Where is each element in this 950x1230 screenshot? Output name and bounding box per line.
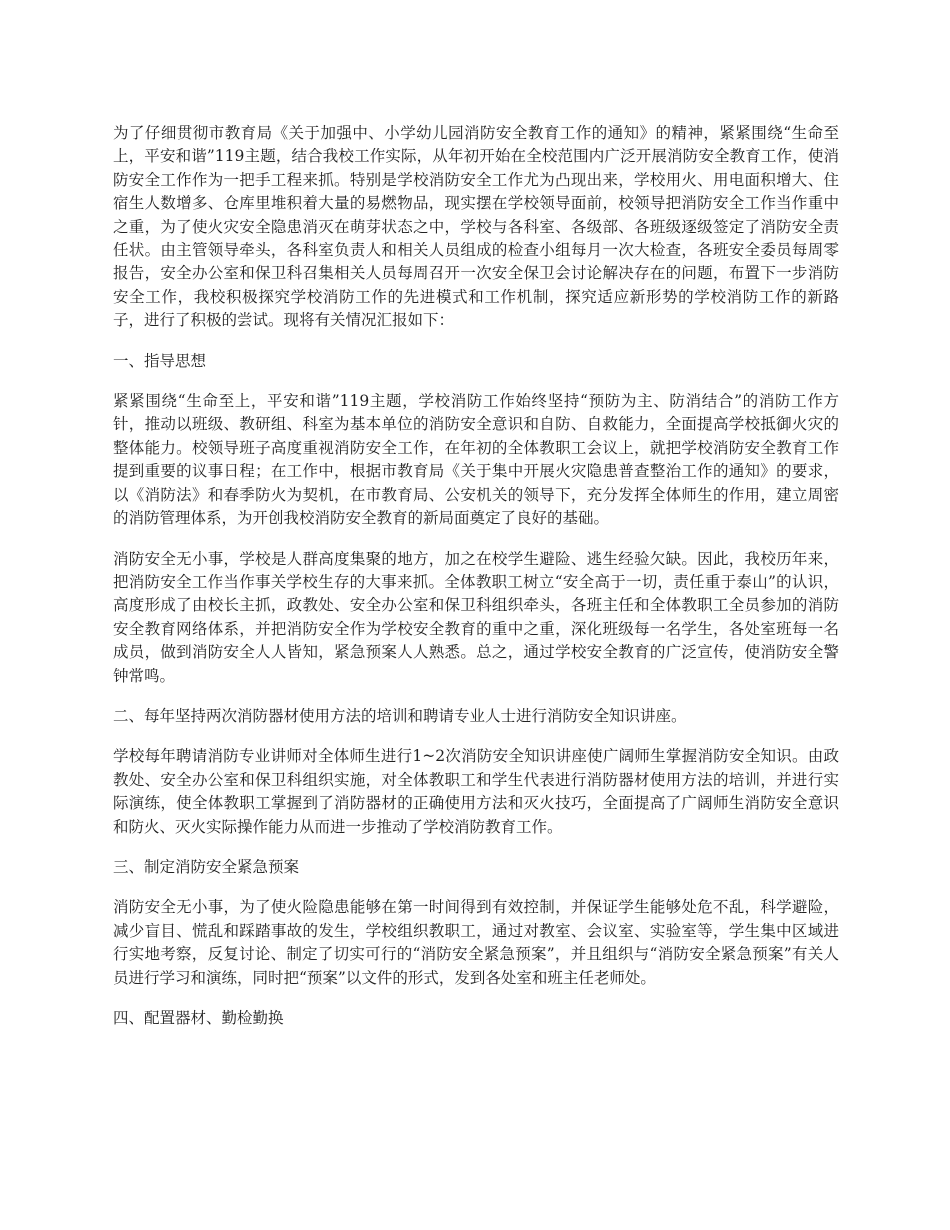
intro-paragraph: 为了仔细贯彻市教育局《关于加强中、小学幼儿园消防安全教育工作的通知》的精神，紧紧围绕“生命至上，平安和谐”119主题，结合我校工作实际，从年初开始在全校范围内广泛开展消防安全教育工作，使消防安全工作作为一把手工程来抓。特别是学校消防安全工作尤为凸现出来，学校用火、用电面积增大、住宿生人数增多、仓库里堆积着大量的易燃物品，现实摆在学校领导面前，校领导把消防安全工作当作重中之重，为了使火灾安全隐患消灭在萌芽状态之中，学校与各科室、各级部、各班级逐级签定了消防安全责任状。由主管领导牵头，各科室负责人和相关人员组成的检查小组每月一次大检查，各班安全委员每周零报告，安全办公室和保卫科召集相关人员每周召开一次安全保卫会讨论解决存在的问题，布置下一步消防安全工作，我校积极探究学校消防工作的先进模式和工作机制，探究适应新形势的学校消防工作的新路子，进行了积极的尝试。现将有关情况汇报如下： [113,124,839,330]
guiding-ideology-paragraph-1: 紧紧围绕“生命至上，平安和谐”119主题，学校消防工作始终坚持“预防为主、防消结合”的消防工作方针，推动以班级、教研组、科室为基本单位的消防安全意识和自防、自救能力，全面提高学校抵御火灾的整体能力。校领导班子高度重视消防安全工作，在年初的全体教职工会议上，就把学校消防安全教育工作提到重要的议事日程；在工作中，根据市教育局《关于集中开展火灾隐患普查整治工作的通知》的要求，以《消防法》和春季防火为契机，在市教育局、公安机关的领导下，充分发挥全体师生的作用，建立周密的消防管理体系，为开创我校消防安全教育的新局面奠定了良好的基础。 [113,392,839,528]
section-heading-equipment: 四、配置器材、勤检勤换 [113,1009,284,1027]
emergency-plan-paragraph: 消防安全无小事，为了使火险隐患能够在第一时间得到有效控制，并保证学生能够处危不乱，科学避险，减少盲目、慌乱和踩踏事故的发生，学校组织教职工，通过对教室、会议室、实验室等，学生集中区域进行实地考察，反复讨论、制定了切实可行的“消防安全紧急预案”，并且组织与“消防安全紧急预案”有关人员进行学习和演练，同时把“预案”以文件的形式，发到各处室和班主任老师处。 [113,898,839,987]
guiding-ideology-paragraph-2: 消防安全无小事，学校是人群高度集聚的地方，加之在校学生避险、逃生经验欠缺。因此，我校历年来，把消防安全工作当作事关学校生存的大事来抓。全体教职工树立“安全高于一切，责任重于泰山”的认识，高度形成了由校长主抓，政教处、安全办公室和保卫科组织牵头，各班主任和全体教职工全员参加的消防安全教育网络体系，并把消防安全作为学校安全教育的重中之重，深化班级每一名学生，各处室班每一名成员，做到消防安全人人皆知，紧急预案人人熟悉。总之，通过学校安全教育的广泛宣传，使消防安全警钟常鸣。 [113,549,839,685]
section-heading-guiding-ideology: 一、指导思想 [113,351,207,370]
training-paragraph: 学校每年聘请消防专业讲师对全体师生进行1~2次消防安全知识讲座使广阔师生掌握消防安全知识。由政教处、安全办公室和保卫科组织实施，对全体教职工和学生代表进行消防器材使用方法的培训，并进行实际演练，使全体教职工掌握到了消防器材的正确使用方法和灭火技巧，全面提高了广阔师生消防安全意识和防火、灭火实际操作能力从而进一步推动了学校消防教育工作。 [113,747,839,836]
section-heading-emergency-plan: 三、制定消防安全紧急预案 [113,857,300,876]
section-heading-training: 二、每年坚持两次消防器材使用方法的培训和聘请专业人士进行消防安全知识讲座。 [113,706,687,725]
document-body [113,122,839,1047]
